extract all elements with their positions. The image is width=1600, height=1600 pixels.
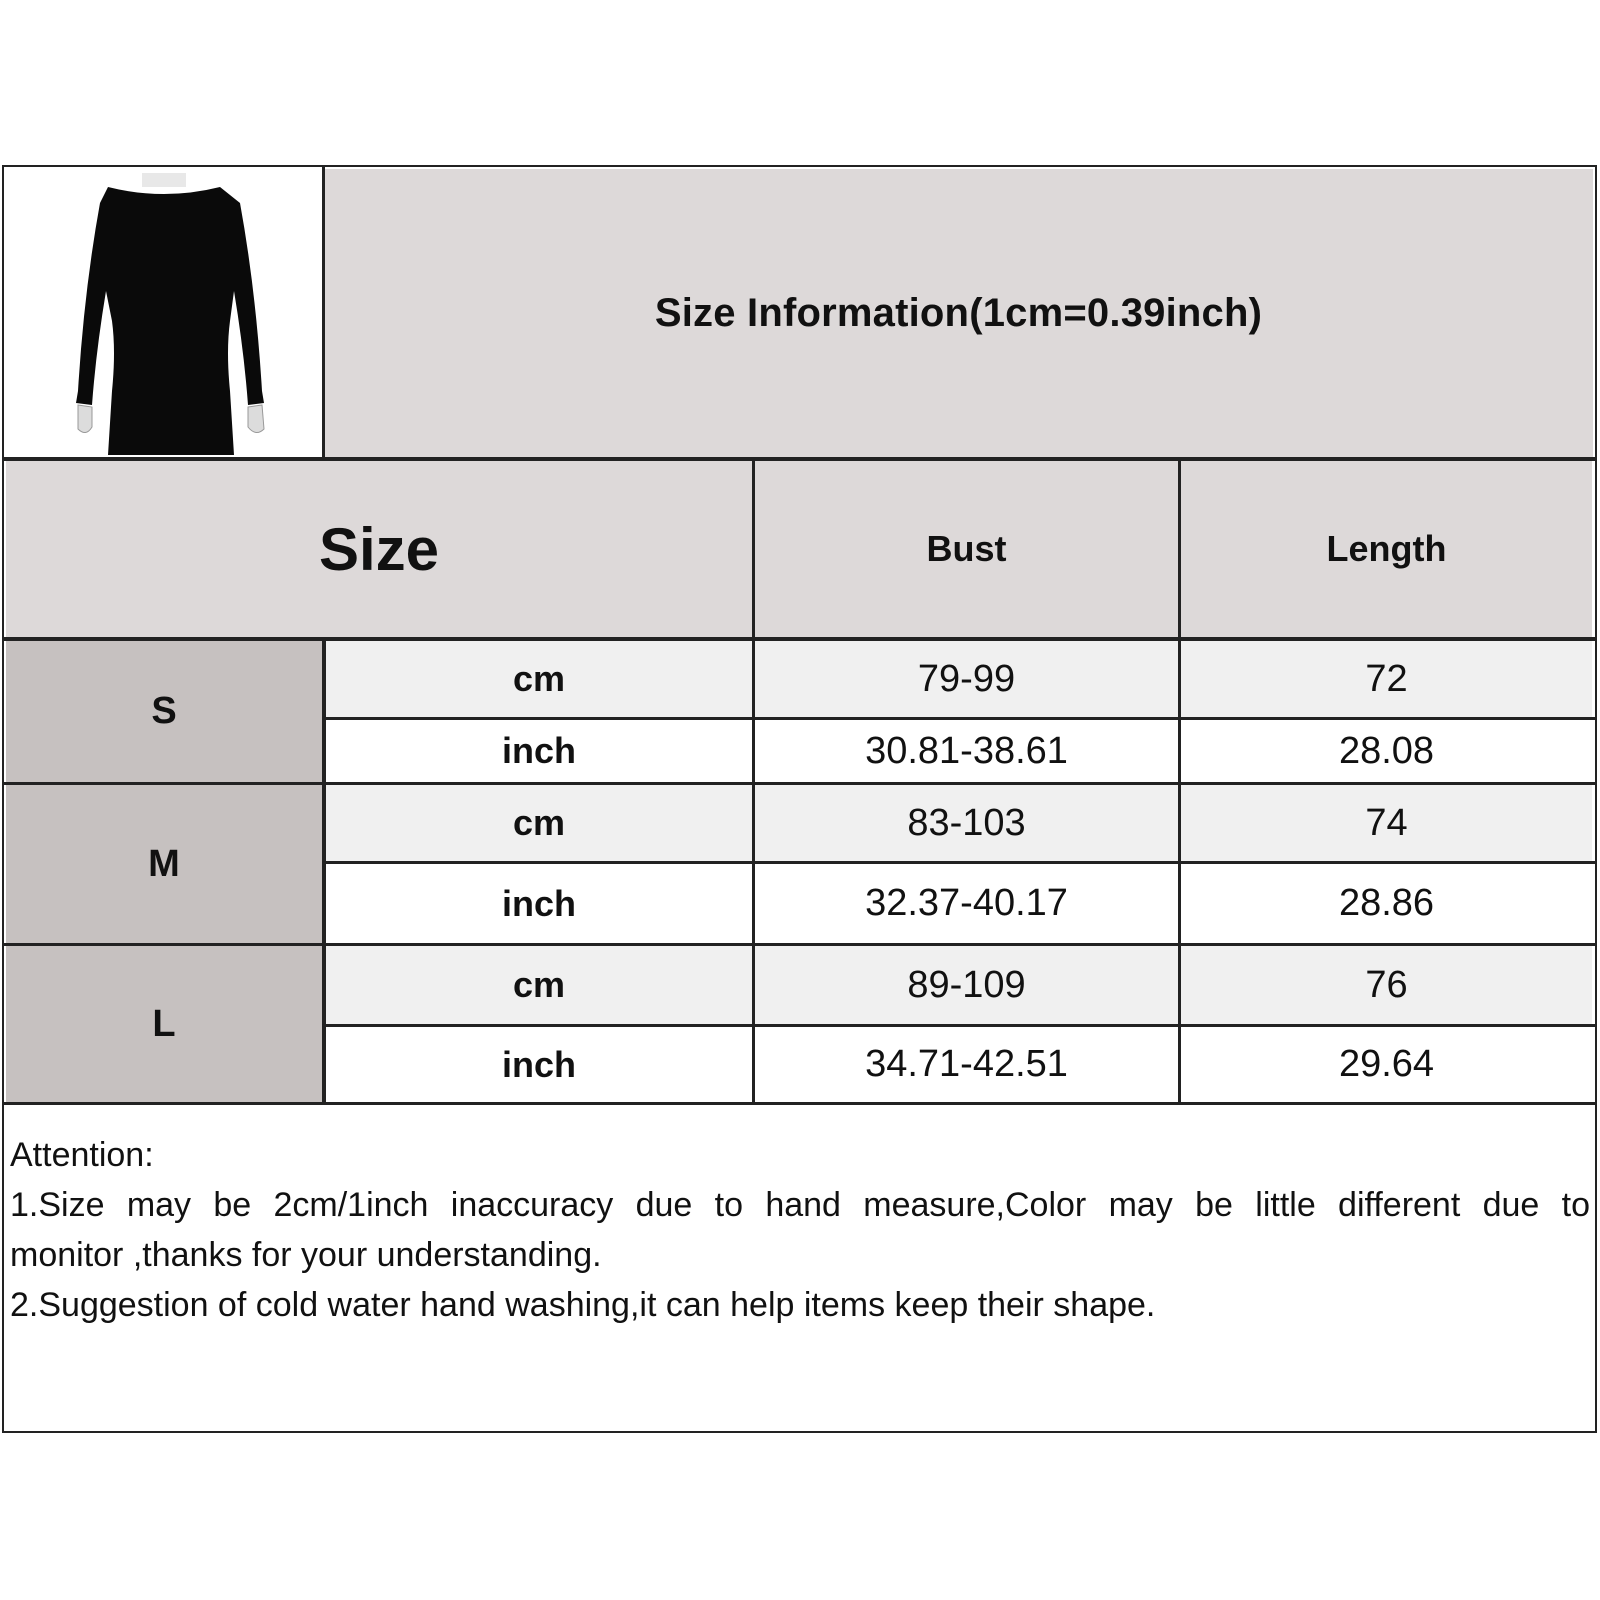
mannequin-hand-right <box>248 405 264 433</box>
mannequin-neck <box>142 173 186 187</box>
bust-value: 34.71-42.51 <box>755 1027 1178 1102</box>
note-line: 2.Suggestion of cold water hand washing,it can help items keep their shape. <box>10 1286 1156 1324</box>
size-label-l: L <box>6 946 322 1102</box>
grid-line <box>752 459 755 1102</box>
product-image <box>8 171 322 461</box>
unit-label: cm <box>326 785 752 861</box>
length-value: 72 <box>1181 641 1592 717</box>
grid-line <box>322 167 325 459</box>
bust-value: 89-109 <box>755 946 1178 1024</box>
grid-line <box>322 641 326 1102</box>
bust-column-header: Bust <box>755 461 1178 637</box>
size-chart <box>2 165 1597 1433</box>
length-column-header: Length <box>1181 461 1592 637</box>
bust-value: 30.81-38.61 <box>755 720 1178 782</box>
notes-heading: Attention: <box>10 1136 154 1174</box>
grid-line <box>326 1024 1595 1027</box>
length-value: 74 <box>1181 785 1592 861</box>
size-column-header: Size <box>6 461 752 637</box>
grid-line <box>4 782 1595 785</box>
length-value: 28.08 <box>1181 720 1592 782</box>
mannequin-hand-left <box>78 405 92 433</box>
size-label-s: S <box>6 641 322 782</box>
dress-shape <box>76 187 264 455</box>
bust-value: 32.37-40.17 <box>755 864 1178 943</box>
grid-line <box>4 457 1595 461</box>
unit-label: cm <box>326 946 752 1024</box>
length-value: 29.64 <box>1181 1027 1592 1102</box>
length-value: 76 <box>1181 946 1592 1024</box>
note-line: monitor ,thanks for your understanding. <box>10 1236 602 1274</box>
length-value: 28.86 <box>1181 864 1592 943</box>
grid-line <box>326 717 1595 720</box>
unit-label: inch <box>326 720 752 782</box>
grid-line <box>4 943 1595 946</box>
bust-value: 83-103 <box>755 785 1178 861</box>
unit-label: cm <box>326 641 752 717</box>
unit-label: inch <box>326 1027 752 1102</box>
page-title: Size Information(1cm=0.39inch) <box>324 169 1593 457</box>
unit-label: inch <box>326 864 752 943</box>
size-label-m: M <box>6 785 322 943</box>
grid-line <box>4 1102 1595 1105</box>
dress-icon <box>8 171 322 461</box>
note-line: 1.Size may be 2cm/1inch inaccuracy due to hand measure,Color may be little different due to <box>10 1186 1590 1224</box>
grid-line <box>1178 459 1181 1102</box>
grid-line <box>4 637 1595 641</box>
attention-notes <box>10 1130 1590 1330</box>
bust-value: 79-99 <box>755 641 1178 717</box>
grid-line <box>326 861 1595 864</box>
